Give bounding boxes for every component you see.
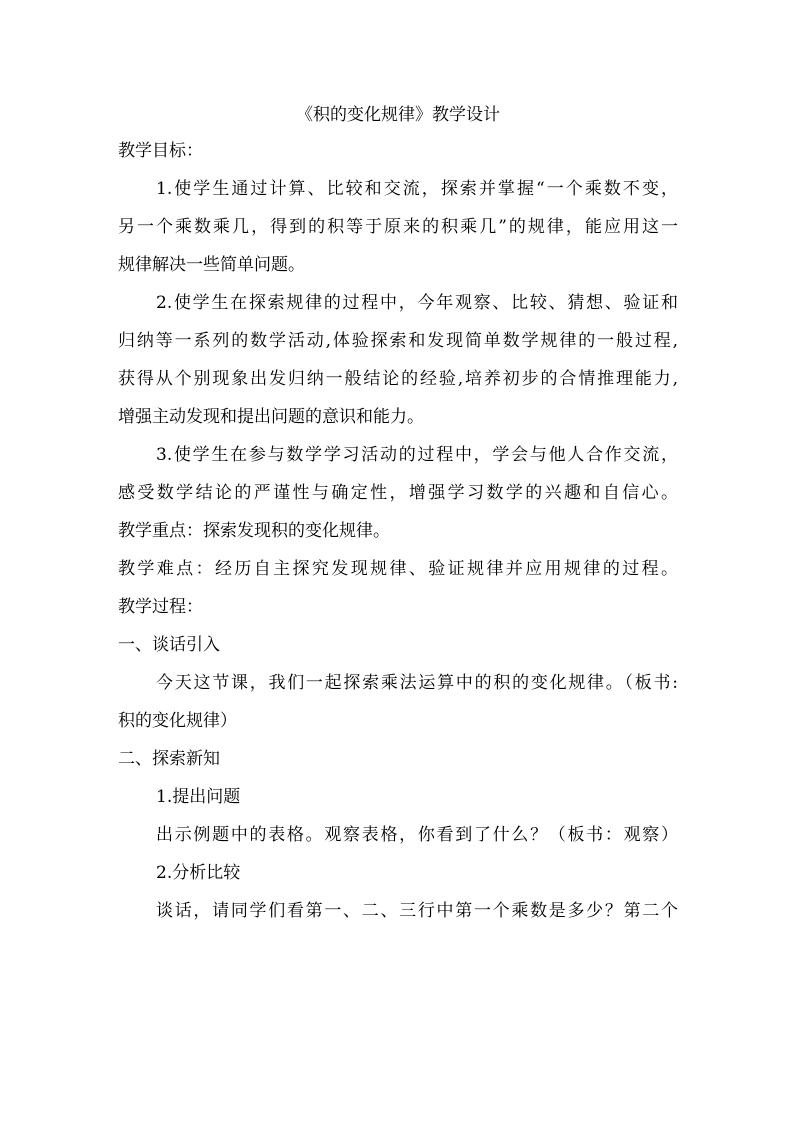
document-page — [118, 103, 678, 937]
text-line: 3.使学生在参与数学学习活动的过程中，学会与他人合作交流， — [156, 445, 678, 465]
text-line: 一、谈话引入 — [118, 635, 220, 655]
text-line: 教学过程： — [118, 597, 203, 617]
text-line: 1.提出问题 — [156, 787, 241, 807]
document-body — [118, 139, 678, 923]
text-line: 2.分析比较 — [156, 863, 241, 883]
text-line: 教学难点：经历自主探究发现规律、验证规律并应用规律的过程。 — [118, 559, 678, 579]
text-line: 谈话，请同学们看第一、二、三行中第一个乘数是多少？第二个 — [156, 901, 678, 921]
text-line: 获得从个别现象出发归纳一般结论的经验,培养初步的合情推理能力, — [118, 369, 678, 389]
text-line: 规律解决一些简单问题。 — [118, 255, 305, 275]
text-line: 出示例题中的表格。观察表格，你看到了什么？（板书：观察） — [156, 825, 678, 845]
text-line: 教学目标： — [118, 141, 203, 161]
text-line: 归纳等一系列的数学活动,体验探索和发现简单数学规律的一般过程, — [118, 331, 678, 351]
text-line: 今天这节课，我们一起探索乘法运算中的积的变化规律。（板书: — [156, 673, 678, 693]
text-line: 2.使学生在探索规律的过程中，今年观察、比较、猜想、验证和 — [156, 293, 678, 313]
text-line: 感受数学结论的严谨性与确定性，增强学习数学的兴趣和自信心。 — [118, 483, 678, 503]
document-title: 《积的变化规律》教学设计 — [296, 105, 500, 125]
text-line: 增强主动发现和提出问题的意识和能力。 — [118, 407, 424, 427]
text-line: 二、探索新知 — [118, 749, 220, 769]
text-line: 另一个乘数乘几，得到的积等于原来的积乘几”的规律，能应用这一 — [118, 217, 678, 237]
text-line: 教学重点：探索发现积的变化规律。 — [118, 521, 390, 541]
text-line: 1.使学生通过计算、比较和交流，探索并掌握“一个乘数不变， — [156, 179, 678, 199]
text-line: 积的变化规律） — [118, 711, 237, 731]
